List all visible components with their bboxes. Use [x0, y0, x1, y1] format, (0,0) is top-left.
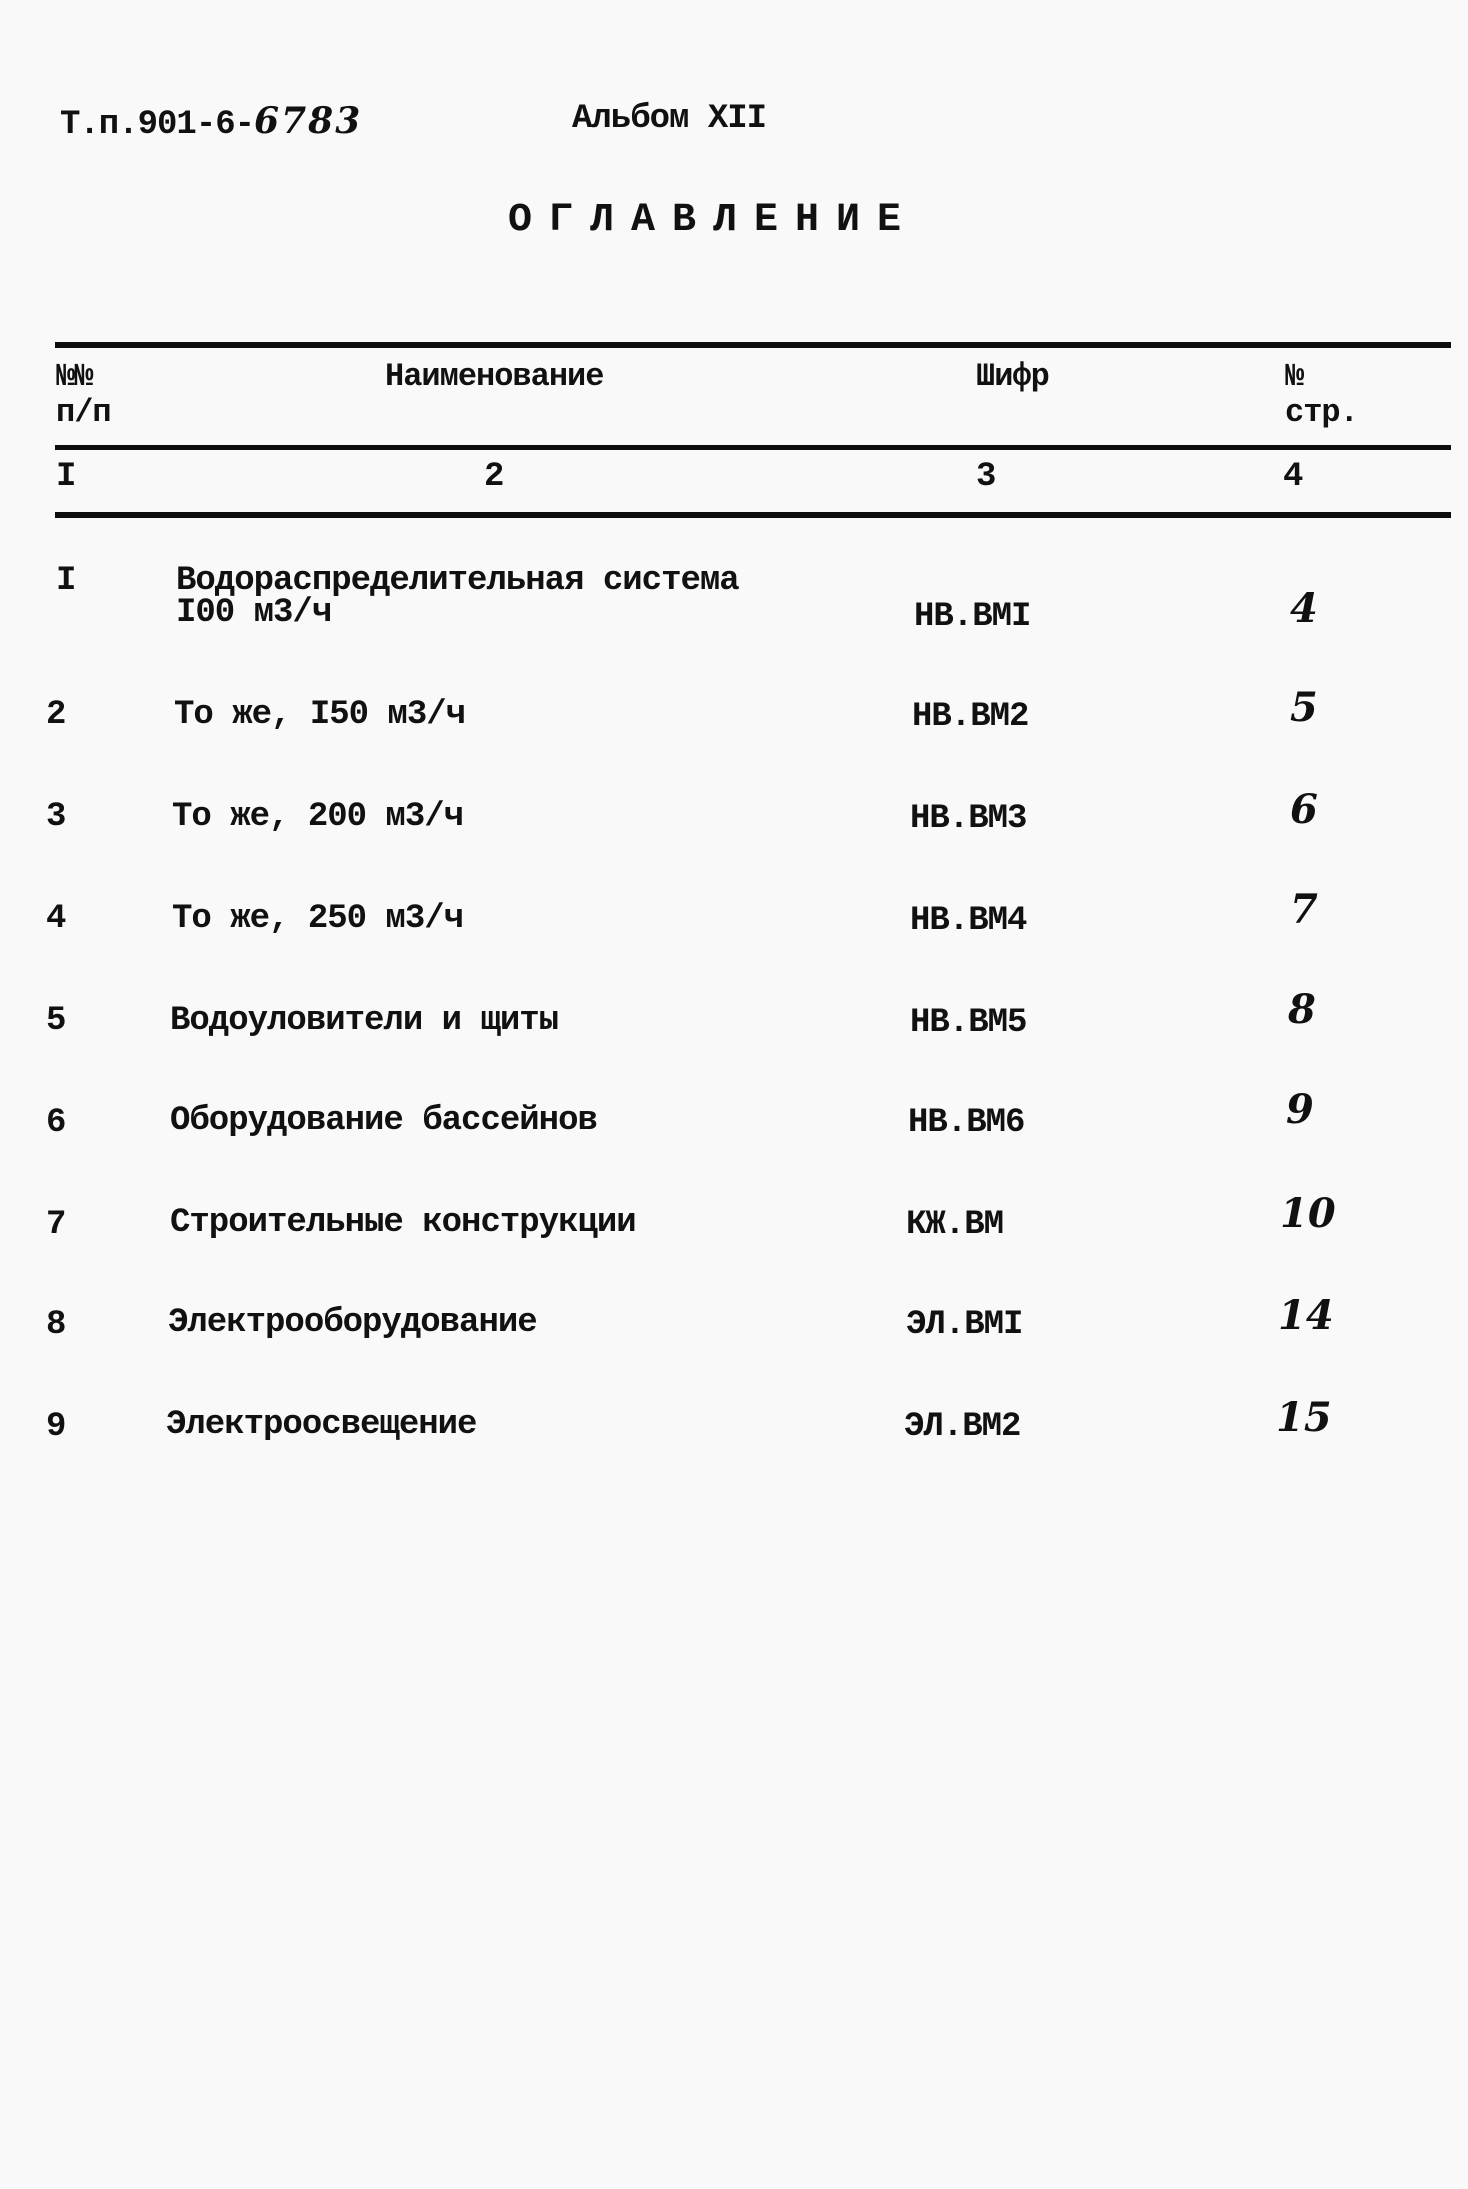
- row-page: 9: [1286, 1086, 1314, 1133]
- row-number: 3: [46, 798, 66, 836]
- row-page: 14: [1278, 1292, 1334, 1339]
- row-page: 10: [1280, 1190, 1336, 1237]
- row-number: I: [56, 562, 76, 600]
- row-number: 4: [46, 900, 66, 938]
- album-label: Альбом XII: [572, 100, 767, 138]
- row-number: 9: [46, 1408, 66, 1446]
- row-title: Водоуловители и щиты: [170, 1002, 559, 1040]
- row-page: 8: [1288, 986, 1316, 1033]
- row-code: НВ.ВМ2: [912, 698, 1029, 736]
- row-code: ЭЛ.ВМI: [906, 1306, 1023, 1344]
- row-title: То же, I50 м3/ч: [174, 696, 466, 734]
- row-number: 2: [46, 696, 66, 734]
- header-num-line1: №№: [56, 358, 93, 395]
- column-number-1: I: [56, 458, 76, 496]
- row-page: 15: [1276, 1394, 1332, 1441]
- column-number-3: 3: [976, 458, 996, 496]
- row-code: КЖ.ВМ: [906, 1206, 1004, 1244]
- document-code-typed: Т.п.901-6-: [60, 106, 255, 144]
- row-title: Электрооборудование: [168, 1304, 537, 1342]
- table-header-rule: [55, 445, 1451, 450]
- row-title: Водораспределительная система: [176, 562, 739, 600]
- row-number: 7: [46, 1206, 66, 1244]
- table-column-numbers-rule: [55, 512, 1451, 518]
- row-title-continued: I00 м3/ч: [176, 594, 332, 632]
- row-title: То же, 200 м3/ч: [172, 798, 464, 836]
- row-number: 8: [46, 1306, 66, 1344]
- page-title: ОГЛАВЛЕНИЕ: [508, 198, 919, 243]
- row-title: Электроосвещение: [166, 1406, 477, 1444]
- row-code: НВ.ВМ6: [908, 1104, 1025, 1142]
- header-code: Шифр: [976, 358, 1049, 395]
- header-num-line2: п/п: [56, 394, 111, 431]
- row-code: ЭЛ.ВМ2: [904, 1408, 1021, 1446]
- header-page-line2: стр.: [1285, 394, 1358, 431]
- row-code: НВ.ВМI: [914, 598, 1031, 636]
- row-title: Строительные конструкции: [170, 1204, 636, 1242]
- document-code-handwritten: 6783: [254, 100, 363, 142]
- row-page: 7: [1290, 886, 1318, 933]
- row-code: НВ.ВМ3: [910, 800, 1027, 838]
- row-page: 5: [1290, 684, 1318, 731]
- column-number-4: 4: [1283, 458, 1303, 496]
- row-title: Оборудование бассейнов: [170, 1102, 597, 1140]
- document-code: [60, 100, 362, 144]
- row-code: НВ.ВМ5: [910, 1004, 1027, 1042]
- header-page-line1: №: [1285, 358, 1304, 395]
- header-name: Наименование: [385, 358, 604, 395]
- row-page: 4: [1290, 585, 1318, 632]
- table-top-rule: [55, 342, 1451, 348]
- row-number: 5: [46, 1002, 66, 1040]
- row-number: 6: [46, 1104, 66, 1142]
- column-number-2: 2: [484, 458, 504, 496]
- row-code: НВ.ВМ4: [910, 902, 1027, 940]
- row-title: То же, 250 м3/ч: [172, 900, 464, 938]
- row-page: 6: [1290, 786, 1318, 833]
